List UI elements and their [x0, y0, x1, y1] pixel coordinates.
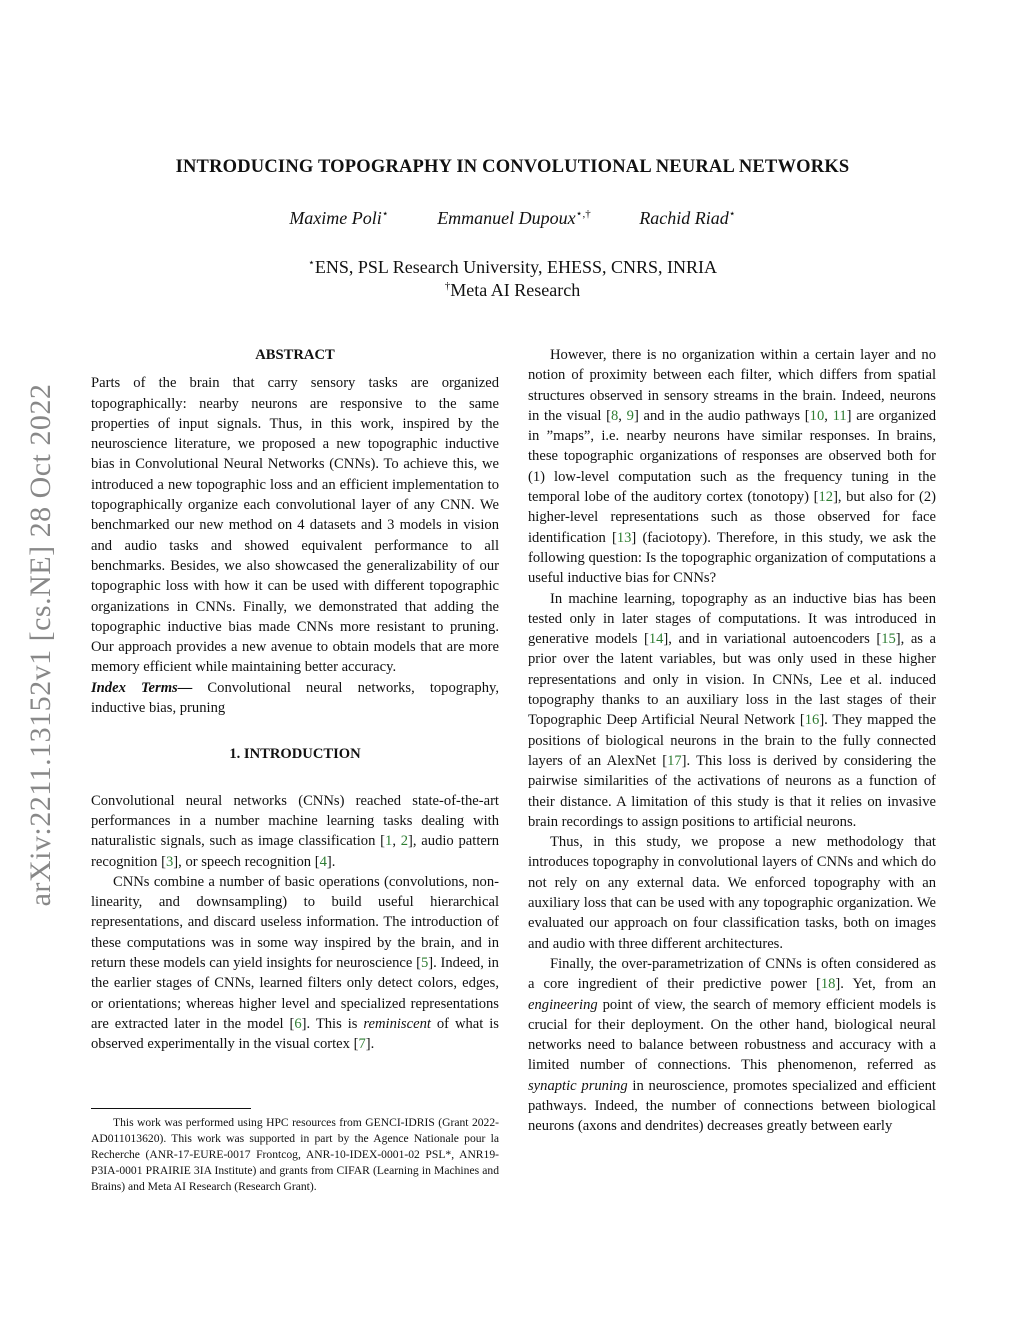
citation-link[interactable]: 11 — [832, 407, 847, 424]
citation-link[interactable]: 15 — [881, 631, 896, 648]
citation-link[interactable]: 7 — [358, 1036, 366, 1053]
paragraph: Finally, the over-parametrization of CNNs is often considered as a core ingredient of their predictive power [18]. Yet, from an engineering point of view, the search of memory efficient models is crucial for their deployment. On the other hand, biological neural networks need to balance between robustness and accuracy with a limited number of connections. This phenomenon, referred as synaptic pruning in neuroscience, promotes specialized and efficient pathways. Indeed, the number of connections between biological neurons (axons and dendrites) decreases greatly between early — [528, 955, 936, 1135]
affiliation: ⋆ENS, PSL Research University, EHESS, CNRS, INRIA — [307, 257, 718, 277]
paper-title: INTRODUCING TOPOGRAPHY IN CONVOLUTIONAL NEURAL NETWORKS — [175, 157, 850, 177]
citation-link[interactable]: 6 — [294, 1015, 302, 1032]
right-column — [528, 345, 936, 1137]
author: Rachid Riad⋆ — [639, 208, 736, 228]
citation-link[interactable]: 2 — [400, 833, 409, 850]
affiliation: †Meta AI Research — [444, 280, 581, 300]
citation-link[interactable]: 4 — [319, 853, 327, 870]
citation-link[interactable]: 18 — [820, 976, 836, 993]
author-list — [90, 207, 935, 229]
abstract-heading: ABSTRACT — [255, 347, 335, 363]
citation-link[interactable]: 14 — [648, 631, 664, 648]
paragraph: In machine learning, topography as an inductive bias has been tested only in later stages of computations. It was introduced in generative models [14], and in variational autoencoders [15], as a prior over the latent variables, but was only used in these higher representations and only in vision. In CNNs, Lee et al. induced topography thanks to an auxiliary loss in the last stages of their Topographic Deep Artificial Neural Network [16]. They mapped the positions of biological neurons in the brain to the fully connected layers of an AlexNet [17]. This loss is derived by considering the pairwise similarities of the activations of neurons as a function of their distance. A limitation of this study is that it relies on invasive brain recordings to assign positions to artificial neurons. — [528, 590, 937, 830]
citation-link[interactable]: 12 — [818, 489, 834, 506]
abstract-text: Parts of the brain that carry sensory tasks are organized topographically: nearby neurons are responsive to the same properties of input signals. Thus, in this work, inspired by the neuroscience literature, we proposed a new topographic inductive bias in Convolutional Neural Networks (CNNs). To achieve this, we introduced a new topographic loss and an efficient implementation to topographically organize each convolutional layer of any CNN. We benchmarked our new method on 4 datasets and 3 models in vision and audio tasks and showed equivalent performance to all benchmarks. Besides, we also showcased the generalizability of our topographic loss with how it can be used with different topographic organizations in CNNs. Finally, we demonstrated that adding the topographic inductive bias made CNNs more resistant to pruning. Our approach provides a new avenue to obtain models that are more memory efficient while maintaining better accuracy. — [91, 375, 499, 676]
left-column — [91, 345, 499, 1055]
author: Maxime Poli⋆ — [289, 208, 389, 228]
citation-link[interactable]: 5 — [420, 955, 429, 972]
citation-link[interactable]: 9 — [626, 407, 634, 424]
paragraph: However, there is no organization within a certain layer and no notion of proximity between each filter, which differs from spatial structures observed in sensory streams in the brain. Indeed, neurons in the visual [8, 9] and in the audio pathways [10, 11] are organized in ”maps”, i.e. nearby neurons have similar responses. In brains, these topographic organizations of responses are observed both for (1) low-level computation such as the frequency tuning in the temporal lobe of the auditory cortex (tonotopy) [12], but also for (2) higher-level representations such as those observed for face identification [13] (faciotopy). Therefore, in this study, we ask the following question: Is the topographic organization of computations a useful inductive bias for CNNs? — [528, 347, 937, 587]
citation-link[interactable]: 1 — [385, 833, 393, 850]
paragraph: CNNs combine a number of basic operations (convolutions, non-linearity, and downsampling) to build useful hierarchical representations, and discard useless information. The introduction of these computations was in some way inspired by the brain, and in return these models can yield insights for neuroscience [5]. Indeed, in the earlier stages of CNNs, learned filters only detect colors, edges, or orientations; whereas higher level and specialized representations are extracted later in the model [6]. This is reminiscent of what is observed experimentally in the visual cortex [7]. — [91, 873, 499, 1053]
arxiv-identifier: arXiv:2211.13152v1 [cs.NE] 28 Oct 2022 — [24, 383, 57, 907]
index-terms: Index Terms— Convolutional neural networks, topography, inductive bias, pruning — [91, 679, 499, 717]
paragraph: Thus, in this study, we propose a new methodology that introduces topography in convolutional layers of CNNs and which do not rely on any external data. We enforced topography with an auxiliary loss that can be used with any topographic organization. We evaluated our approach on four classification tasks, both on images and audio with three different architectures. — [528, 834, 936, 952]
citation-link[interactable]: 10 — [809, 407, 825, 424]
footnote: This work was performed using HPC resources from GENCI-IDRIS (Grant 2022-AD011013620). This work was supported in part by the Agence Nationale pour la Recherche (ANR-17-EURE-0017 Frontcog, ANR-10-IDEX-0001-02 PSL*, ANR19-P3IA-0001 PRAIRIE 3IA Institute) and grants from CIFAR (Learning in Machines and Brains) and Meta AI Research (Research Grant). — [91, 1116, 499, 1193]
footnote-rule — [91, 1108, 251, 1109]
paragraph: Convolutional neural networks (CNNs) reached state-of-the-art performances in a number machine learning tasks dealing with naturalistic signals, such as image classification [1, 2], audio pattern recognition [3], or speech recognition [4]. — [91, 792, 500, 870]
citation-link[interactable]: 8 — [611, 407, 619, 424]
citation-link[interactable]: 17 — [667, 752, 682, 769]
citation-link[interactable]: 16 — [804, 712, 820, 729]
citation-link[interactable]: 13 — [616, 529, 632, 546]
author: Emmanuel Dupoux⋆,† — [437, 208, 591, 228]
citation-link[interactable]: 3 — [165, 853, 174, 870]
section-heading: 1. INTRODUCTION — [229, 746, 361, 763]
